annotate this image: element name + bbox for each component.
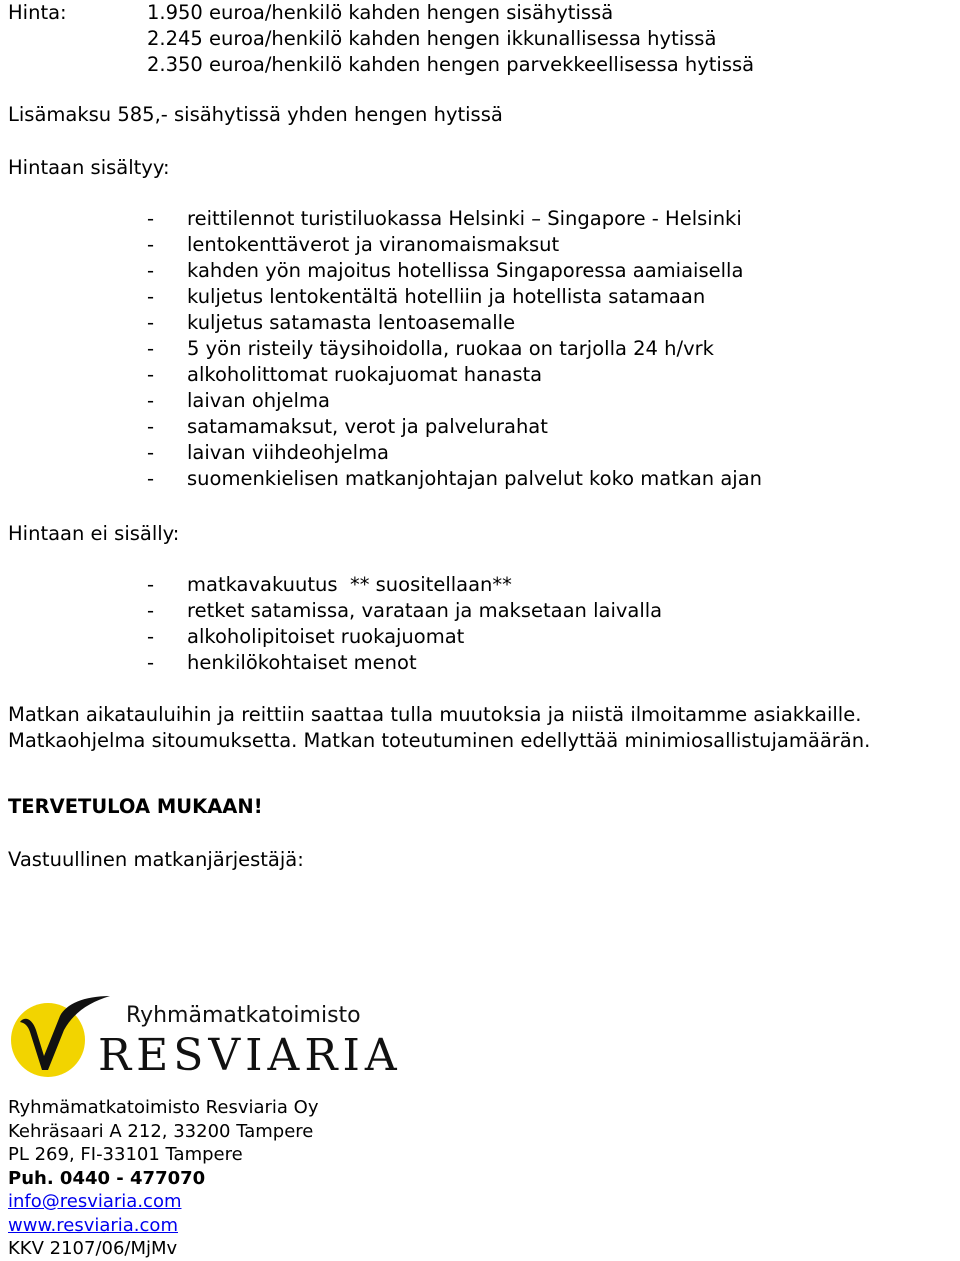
list-item: - alkoholipitoiset ruokajuomat bbox=[147, 625, 465, 648]
list-item: - kuljetus satamasta lentoasemalle bbox=[147, 311, 516, 334]
price-label: Hinta: bbox=[8, 1, 67, 24]
street-address: Kehräsaari A 212, 33200 Tampere bbox=[8, 1120, 314, 1142]
note-line: Matkan aikatauluihin ja reittiin saattaa tulla muutoksia ja niistä ilmoitamme asiakkaille. bbox=[8, 703, 862, 726]
company-logo bbox=[8, 990, 398, 1080]
email-link[interactable]: info@resviaria.com bbox=[8, 1191, 182, 1212]
list-item: - retket satamissa, varataan ja maksetaan laivalla bbox=[147, 599, 663, 622]
note-line: Matkaohjelma sitoumuksetta. Matkan toteutuminen edellyttää minimiosallistujamäärän. bbox=[8, 729, 871, 752]
v-swoosh-logo-icon bbox=[11, 996, 110, 1077]
surcharge-text: Lisämaksu 585,- sisähytissä yhden hengen hytissä bbox=[8, 103, 503, 126]
phone-number: Puh. 0440 - 477070 bbox=[8, 1167, 206, 1189]
website-link[interactable]: www.resviaria.com bbox=[8, 1214, 178, 1236]
list-item: - 5 yön risteily täysihoidolla, ruokaa on tarjolla 24 h/vrk bbox=[147, 337, 714, 360]
list-item: - kahden yön majoitus hotellissa Singaporessa aamiaisella bbox=[147, 259, 744, 282]
list-item: - laivan viihdeohjelma bbox=[147, 441, 390, 464]
contact-block bbox=[8, 1096, 319, 1261]
excluded-label: Hintaan ei sisälly: bbox=[8, 522, 180, 545]
list-item: - reittilennot turistiluokassa Helsinki – Singapore - Helsinki bbox=[147, 207, 742, 230]
price-line: 2.350 euroa/henkilö kahden hengen parvekkeellisessa hytissä bbox=[147, 53, 755, 76]
list-item: - satamamaksut, verot ja palvelurahat bbox=[147, 415, 548, 438]
company-name: Ryhmämatkatoimisto Resviaria Oy bbox=[8, 1097, 319, 1118]
welcome-heading: TERVETULOA MUKAAN! bbox=[8, 795, 263, 818]
registration-number: KKV 2107/06/MjMv bbox=[8, 1238, 178, 1259]
excluded-list bbox=[147, 572, 662, 676]
logo-tagline: Ryhmämatkatoimisto bbox=[126, 1003, 361, 1028]
price-line: 1.950 euroa/henkilö kahden hengen sisähytissä bbox=[147, 1, 614, 24]
list-item: - henkilökohtaiset menot bbox=[147, 651, 417, 674]
logo-brand: RESVIARIA bbox=[98, 1030, 398, 1080]
list-item: - laivan ohjelma bbox=[147, 389, 330, 412]
list-item: - kuljetus lentokentältä hotelliin ja hotellista satamaan bbox=[147, 285, 706, 308]
price-line: 2.245 euroa/henkilö kahden hengen ikkunallisessa hytissä bbox=[147, 27, 717, 50]
price-list bbox=[147, 0, 754, 78]
included-list bbox=[147, 206, 762, 492]
list-item: - matkavakuutus ** suositellaan** bbox=[147, 573, 512, 596]
list-item: - suomenkielisen matkanjohtajan palvelut koko matkan ajan bbox=[147, 467, 763, 490]
po-box: PL 269, FI-33101 Tampere bbox=[8, 1144, 243, 1165]
included-label: Hintaan sisältyy: bbox=[8, 156, 170, 179]
organizer-label: Vastuullinen matkanjärjestäjä: bbox=[8, 848, 304, 871]
notes bbox=[8, 702, 870, 754]
list-item: - lentokenttäverot ja viranomaismaksut bbox=[147, 233, 560, 256]
list-item: - alkoholittomat ruokajuomat hanasta bbox=[147, 363, 543, 386]
